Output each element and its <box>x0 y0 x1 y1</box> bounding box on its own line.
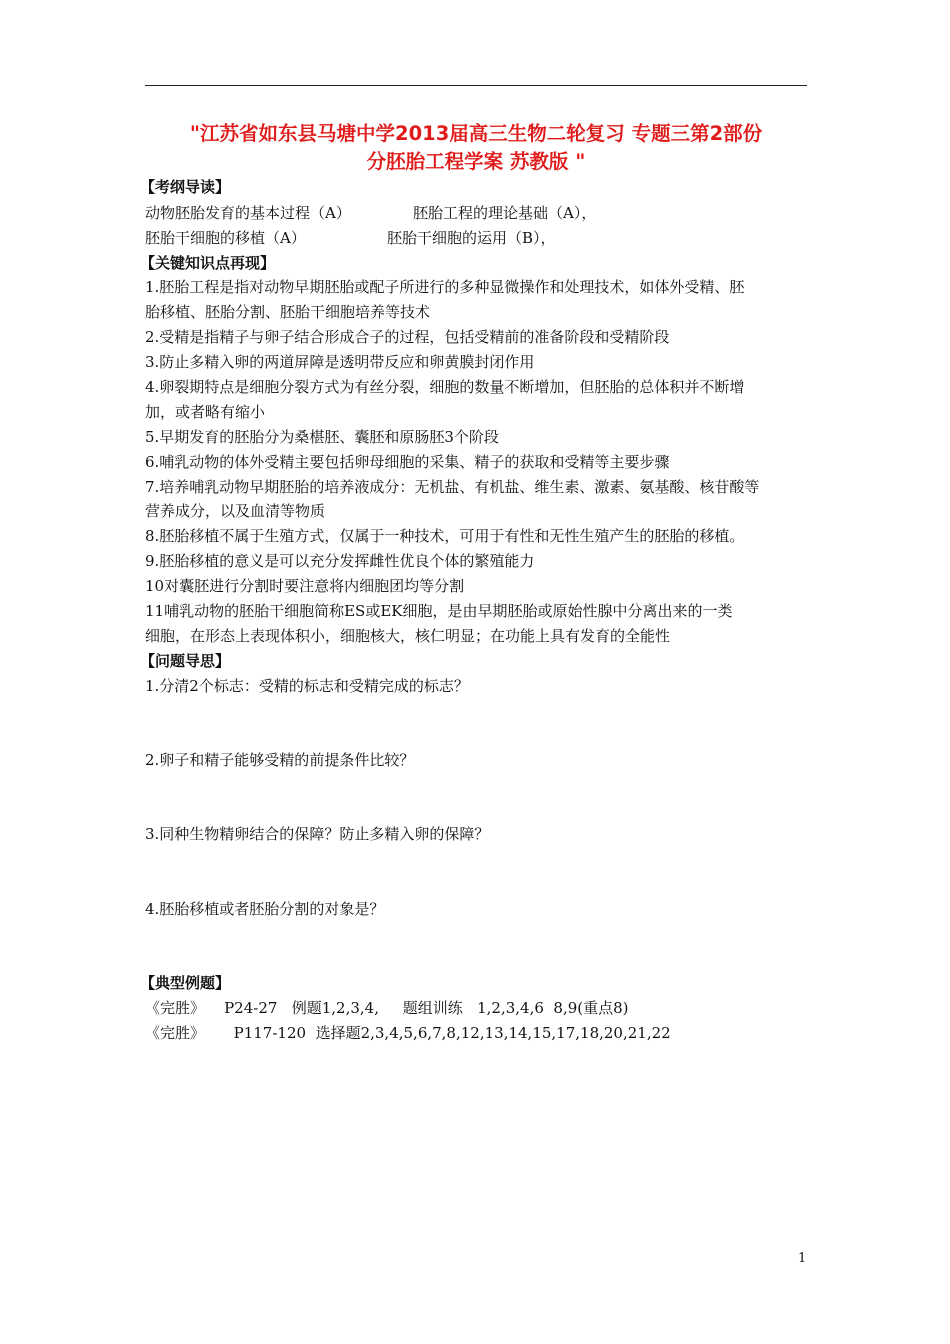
outline-row-2-right: 胚胎干细胞的运用（B）， <box>387 229 556 247</box>
knowledge-line: 5.早期发育的胚胎分为桑椹胚、囊胚和原肠胚3个阶段 <box>145 428 499 446</box>
knowledge-line: 3.防止多精入卵的两道屏障是透明带反应和卵黄膜封闭作用 <box>145 353 535 371</box>
question-item: 1.分清2个标志：受精的标志和受精完成的标志？ <box>145 677 469 695</box>
knowledge-line: 胎移植、胚胎分割、胚胎干细胞培养等技术 <box>145 303 431 321</box>
section-heading-questions: 【问题导思】 <box>140 652 231 670</box>
knowledge-line: 10对囊胚进行分割时要注意将内细胞团均等分割 <box>145 577 465 595</box>
header-rule <box>145 85 807 86</box>
title-line-2: 分胚胎工程学案 苏教版 " <box>366 150 586 173</box>
example-row-2: 《完胜》 P117-120 选择题2,3,4,5,6,7,8,12,13,14,15,17,18,20,21,22 <box>145 1024 671 1042</box>
title-line-1: "江苏省如东县马塘中学2013届高三生物二轮复习 专题三第2部份 <box>189 122 763 145</box>
question-item: 3.同种生物精卵结合的保障？防止多精入卵的保障？ <box>145 825 490 843</box>
knowledge-line: 加，或者略有缩小 <box>145 403 266 421</box>
knowledge-line: 4.卵裂期特点是细胞分裂方式为有丝分裂，细胞的数量不断增加，但胚胎的总体积并不断增 <box>145 378 745 396</box>
knowledge-line: 7.培养哺乳动物早期胚胎的培养液成分：无机盐、有机盐、维生素、激素、氨基酸、核苷酸等 <box>145 478 760 496</box>
knowledge-line: 8.胚胎移植不属于生殖方式，仅属于一种技术，可用于有性和无性生殖产生的胚胎的移植。 <box>145 527 745 545</box>
outline-row-2-left: 胚胎干细胞的移植（A） <box>145 229 306 247</box>
knowledge-line: 2.受精是指精子与卵子结合形成合子的过程，包括受精前的准备阶段和受精阶段 <box>145 328 670 346</box>
example-row-1: 《完胜》 P24-27 例题1,2,3,4, 题组训练 1,2,3,4,6 8,9(重点8) <box>145 999 629 1017</box>
outline-row-1-right: 胚胎工程的理论基础（A）， <box>413 204 597 222</box>
section-heading-knowledge: 【关键知识点再现】 <box>140 254 276 272</box>
page-number: 1 <box>798 1251 807 1266</box>
outline-row-1-left: 动物胚胎发育的基本过程（A） <box>145 204 351 222</box>
knowledge-line: 1.胚胎工程是指对动物早期胚胎或配子所进行的多种显微操作和处理技术，如体外受精、胚 <box>145 278 745 296</box>
knowledge-line: 9.胚胎移植的意义是可以充分发挥雌性优良个体的繁殖能力 <box>145 552 535 570</box>
section-heading-outline: 【考纲导读】 <box>140 178 231 196</box>
knowledge-line: 6.哺乳动物的体外受精主要包括卵母细胞的采集、精子的获取和受精等主要步骤 <box>145 453 670 471</box>
question-item: 4.胚胎移植或者胚胎分割的对象是？ <box>145 900 385 918</box>
knowledge-line: 细胞，在形态上表现体积小，细胞核大，核仁明显；在功能上具有发育的全能性 <box>145 627 671 645</box>
document-title <box>145 120 807 176</box>
knowledge-line: 营养成分，以及血清等物质 <box>145 502 326 520</box>
knowledge-line: 11哺乳动物的胚胎干细胞简称ES或EK细胞，是由早期胚胎或原始性腺中分离出来的一类 <box>145 602 733 620</box>
question-item: 2.卵子和精子能够受精的前提条件比较？ <box>145 751 415 769</box>
section-heading-examples: 【典型例题】 <box>140 974 231 992</box>
